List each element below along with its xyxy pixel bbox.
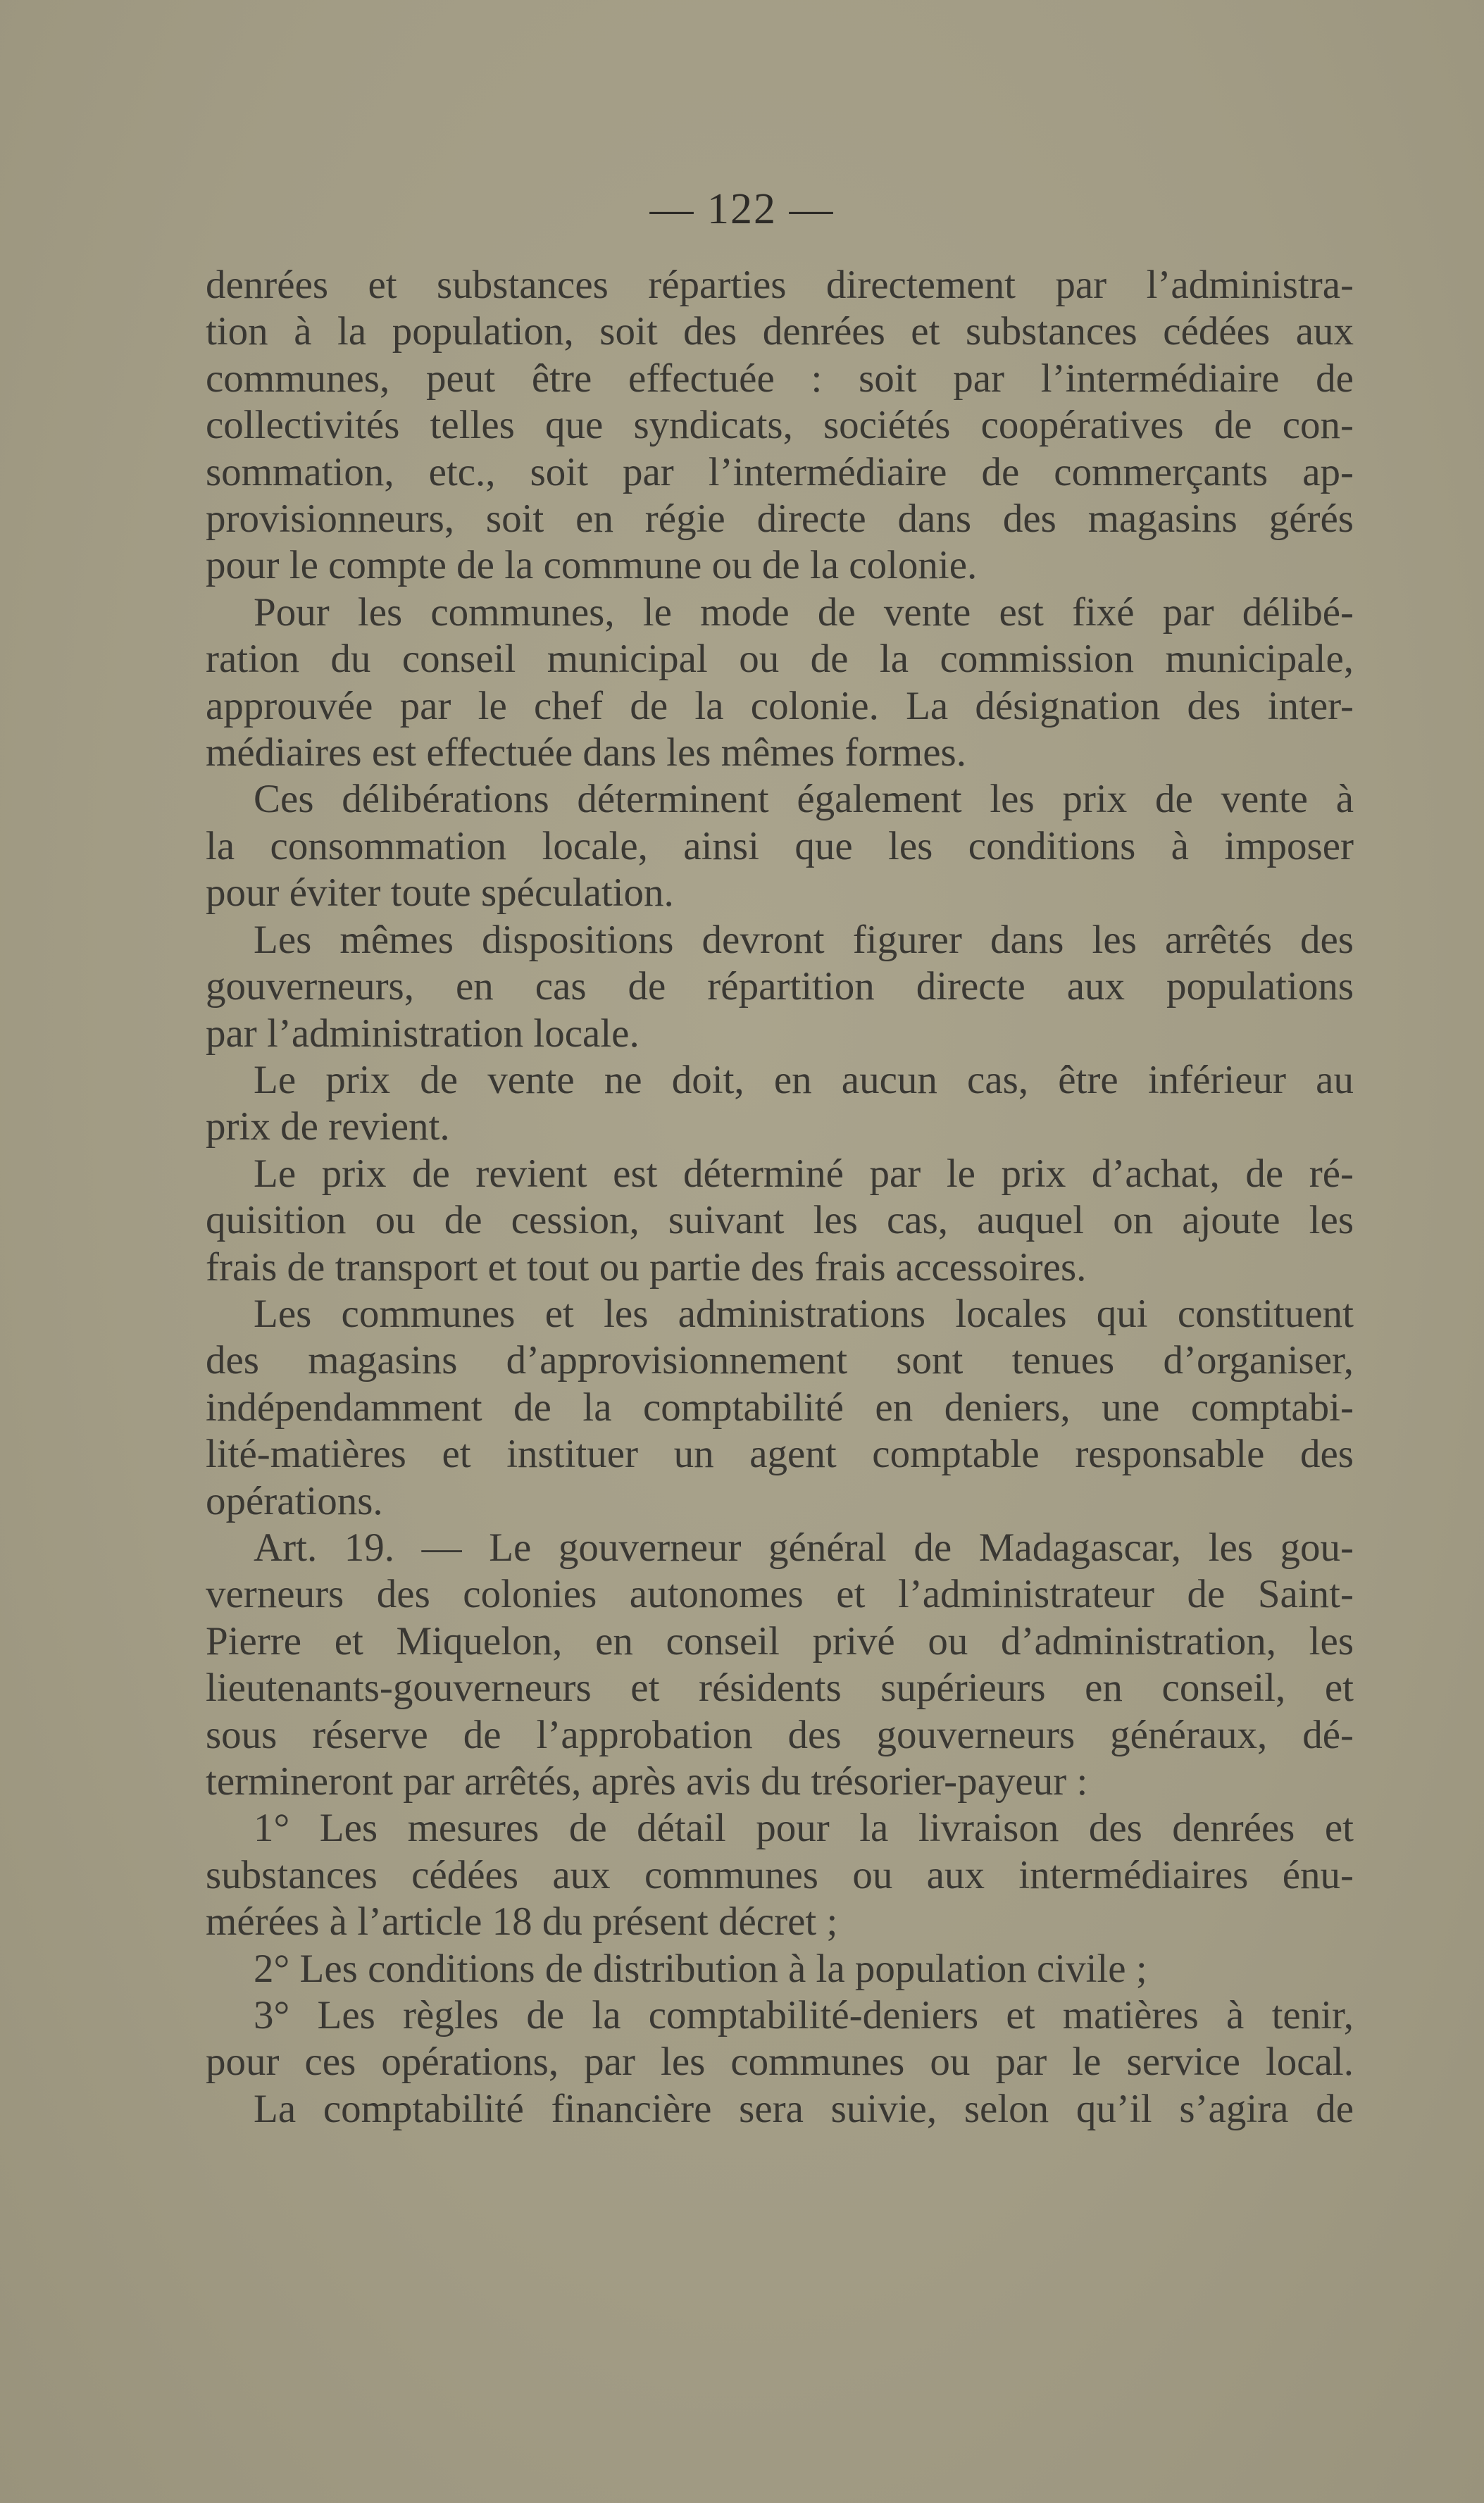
text-line: approuvée par le chef de la colonie. La désignation des inter-	[206, 683, 1354, 728]
text-line: collectivités telles que syndicats, sociétés coopératives de con-	[206, 403, 1354, 448]
text-line: sommation, etc., soit par l’intermédiaire de commerçants ap-	[206, 449, 1354, 494]
text-line: termineront par arrêtés, après avis du trésorier-payeur :	[206, 1759, 1088, 1804]
text-line: frais de transport et tout ou partie des frais accessoires.	[206, 1244, 1087, 1290]
text-line: Le prix de revient est déterminé par le prix d’achat, de ré-	[254, 1151, 1354, 1196]
text-line: tion à la population, soit des denrées et substances cédées aux	[206, 309, 1354, 354]
text-line: Art. 19. — Le gouverneur général de Madagascar, les gou-	[254, 1525, 1354, 1570]
text-line: communes, peut être effectuée : soit par l’intermédiaire de	[206, 356, 1354, 401]
text-line: ration du conseil municipal ou de la commission municipale,	[206, 637, 1354, 682]
text-line: lité-matières et instituer un agent comptable responsable des	[206, 1432, 1354, 1477]
text-line: la consommation locale, ainsi que les conditions à imposer	[206, 823, 1354, 868]
text-line: quisition ou de cession, suivant les cas, auquel on ajoute les	[206, 1198, 1354, 1243]
body-text	[206, 262, 1354, 2133]
text-line: Les communes et les administrations locales qui constituent	[254, 1291, 1354, 1336]
text-line: pour éviter toute spéculation.	[206, 870, 674, 916]
text-line: Les mêmes dispositions devront figurer dans les arrêtés des	[254, 917, 1354, 962]
page-number: — 122 —	[649, 185, 835, 233]
text-line: provisionneurs, soit en régie directe dans des magasins gérés	[206, 497, 1354, 542]
text-line: opérations.	[206, 1478, 383, 1523]
text-line: prix de revient.	[206, 1104, 450, 1149]
text-line: des magasins d’approvisionnement sont tenues d’organiser,	[206, 1338, 1354, 1383]
text-line: Le prix de vente ne doit, en aucun cas, être inférieur au	[254, 1057, 1354, 1102]
text-line: indépendamment de la comptabilité en deniers, une comptabi-	[206, 1385, 1354, 1430]
text-line: pour ces opérations, par les communes ou par le service local.	[206, 2040, 1354, 2085]
text-line: 1° Les mesures de détail pour la livraison des denrées et	[254, 1806, 1354, 1851]
text-line: médiaires est effectuée dans les mêmes formes.	[206, 730, 966, 775]
text-line: Pierre et Miquelon, en conseil privé ou d’administration, les	[206, 1618, 1354, 1664]
text-line: substances cédées aux communes ou aux intermédiaires énu-	[206, 1852, 1354, 1897]
text-line: denrées et substances réparties directement par l’administra-	[206, 263, 1354, 307]
text-line: mérées à l’article 18 du présent décret ;	[206, 1899, 838, 1945]
text-line: 2° Les conditions de distribution à la population civile ;	[254, 1946, 1147, 1991]
text-line: Pour les communes, le mode de vente est fixé par délibé-	[254, 589, 1354, 635]
text-line: pour le compte de la commune ou de la colonie.	[206, 543, 978, 588]
text-line: 3° Les règles de la comptabilité-deniers et matières à tenir,	[254, 1993, 1354, 2038]
text-line: par l’administration locale.	[206, 1011, 640, 1056]
text-line: lieutenants-gouverneurs et résidents supérieurs en conseil, et	[206, 1666, 1354, 1711]
text-line: verneurs des colonies autonomes et l’administrateur de Saint-	[206, 1572, 1354, 1617]
text-line: gouverneurs, en cas de répartition directe aux populations	[206, 964, 1354, 1009]
text-line: La comptabilité financière sera suivie, selon qu’il s’agira de	[254, 2086, 1354, 2131]
text-line: sous réserve de l’approbation des gouverneurs généraux, dé-	[206, 1712, 1354, 1757]
text-line: Ces délibérations déterminent également les prix de vente à	[254, 777, 1354, 822]
